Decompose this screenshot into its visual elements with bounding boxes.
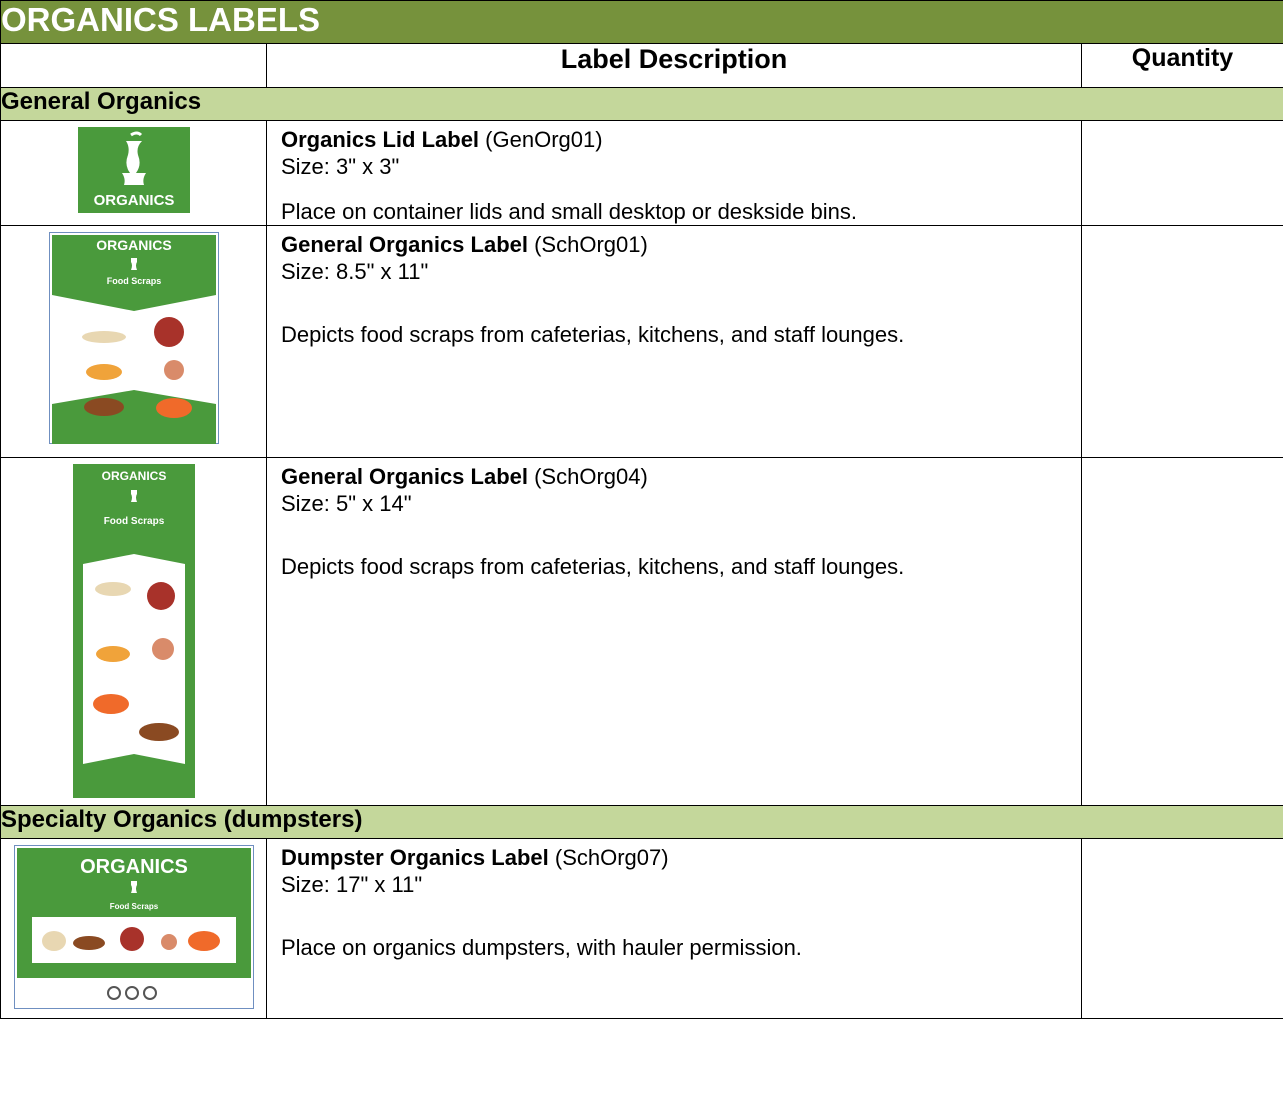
carrot-icon: [156, 398, 192, 418]
vegetable-icon: [120, 927, 144, 951]
table-row: [1, 226, 1283, 458]
lid-label-text: ORGANICS: [93, 192, 174, 209]
label-image-cell: [1, 458, 267, 806]
table-row: [1, 121, 1283, 226]
label-name: Dumpster Organics Label: [281, 845, 549, 870]
general-label-image: [49, 232, 219, 444]
apple-icon: [152, 638, 174, 660]
label-size: Size: 17" x 11": [281, 872, 423, 897]
label-image-cell: [1, 839, 267, 1019]
quantity-cell[interactable]: [1082, 121, 1283, 226]
squash-icon: [96, 646, 130, 662]
drumstick-icon: [139, 723, 179, 741]
label-note: Depicts food scraps from cafeterias, kitchens, and staff lounges.: [281, 554, 905, 579]
dumpster-label-image: [14, 845, 254, 1009]
label-name: Organics Lid Label: [281, 127, 480, 152]
vegetable-icon: [154, 317, 184, 347]
apple-core-icon: [131, 881, 137, 893]
header-description: Label Description: [267, 44, 1082, 88]
section-title-general: General Organics: [1, 88, 1283, 121]
tall-label-image: [73, 464, 195, 798]
table-row: [1, 458, 1283, 806]
page-title: ORGANICS LABELS: [1, 1, 1283, 44]
quantity-cell[interactable]: [1082, 839, 1283, 1019]
quantity-cell[interactable]: [1082, 458, 1283, 806]
lid-label-image: [78, 127, 190, 213]
header-quantity: Quantity: [1082, 44, 1283, 88]
description-cell: [267, 226, 1082, 458]
label-note: Place on container lids and small desktop or deskside bins.: [281, 199, 857, 224]
label-name: General Organics Label: [281, 232, 528, 257]
apple-core-icon: [131, 258, 137, 270]
apple-icon: [164, 360, 184, 380]
bread-icon: [42, 931, 66, 951]
description-cell: [267, 839, 1082, 1019]
label-image-cell: [1, 226, 267, 458]
dumpster-label-subtext: Food Scraps: [109, 902, 158, 911]
label-image-cell: [1, 121, 267, 226]
label-name: General Organics Label: [281, 464, 528, 489]
header-row: [1, 44, 1283, 88]
squash-icon: [86, 364, 122, 380]
general-label-subtext: Food Scraps: [106, 276, 161, 286]
section-row-general: [1, 88, 1283, 121]
section-row-specialty: [1, 806, 1283, 839]
title-row: [1, 1, 1283, 44]
carrot-icon: [188, 931, 220, 951]
drumstick-icon: [84, 398, 124, 416]
header-image: [1, 44, 267, 88]
general-label-text: ORGANICS: [95, 237, 172, 253]
apple-icon: [161, 934, 177, 950]
description-cell: [267, 121, 1082, 226]
table-row: [1, 839, 1283, 1019]
dumpster-label-text: ORGANICS: [79, 856, 188, 878]
drumstick-icon: [73, 936, 105, 950]
carrot-icon: [93, 694, 129, 714]
bread-icon: [82, 331, 126, 343]
label-size: Size: 8.5" x 11": [281, 259, 429, 284]
label-size: Size: 3" x 3": [281, 154, 400, 179]
apple-core-icon: [131, 490, 137, 502]
label-note: Depicts food scraps from cafeterias, kitchens, and staff lounges.: [281, 322, 905, 347]
bread-icon: [95, 582, 131, 596]
label-size: Size: 5" x 14": [281, 491, 412, 516]
tall-label-subtext: Food Scraps: [103, 516, 164, 527]
label-note: Place on organics dumpsters, with hauler permission.: [281, 935, 802, 960]
tall-label-text: ORGANICS: [101, 469, 166, 483]
label-code: (SchOrg07): [554, 845, 669, 870]
vegetable-icon: [147, 582, 175, 610]
section-title-specialty: Specialty Organics (dumpsters): [1, 806, 1283, 839]
quantity-cell[interactable]: [1082, 226, 1283, 458]
label-code: (SchOrg04): [534, 464, 648, 489]
label-code: (SchOrg01): [534, 232, 648, 257]
label-code: (GenOrg01): [485, 127, 603, 152]
description-cell: [267, 458, 1082, 806]
